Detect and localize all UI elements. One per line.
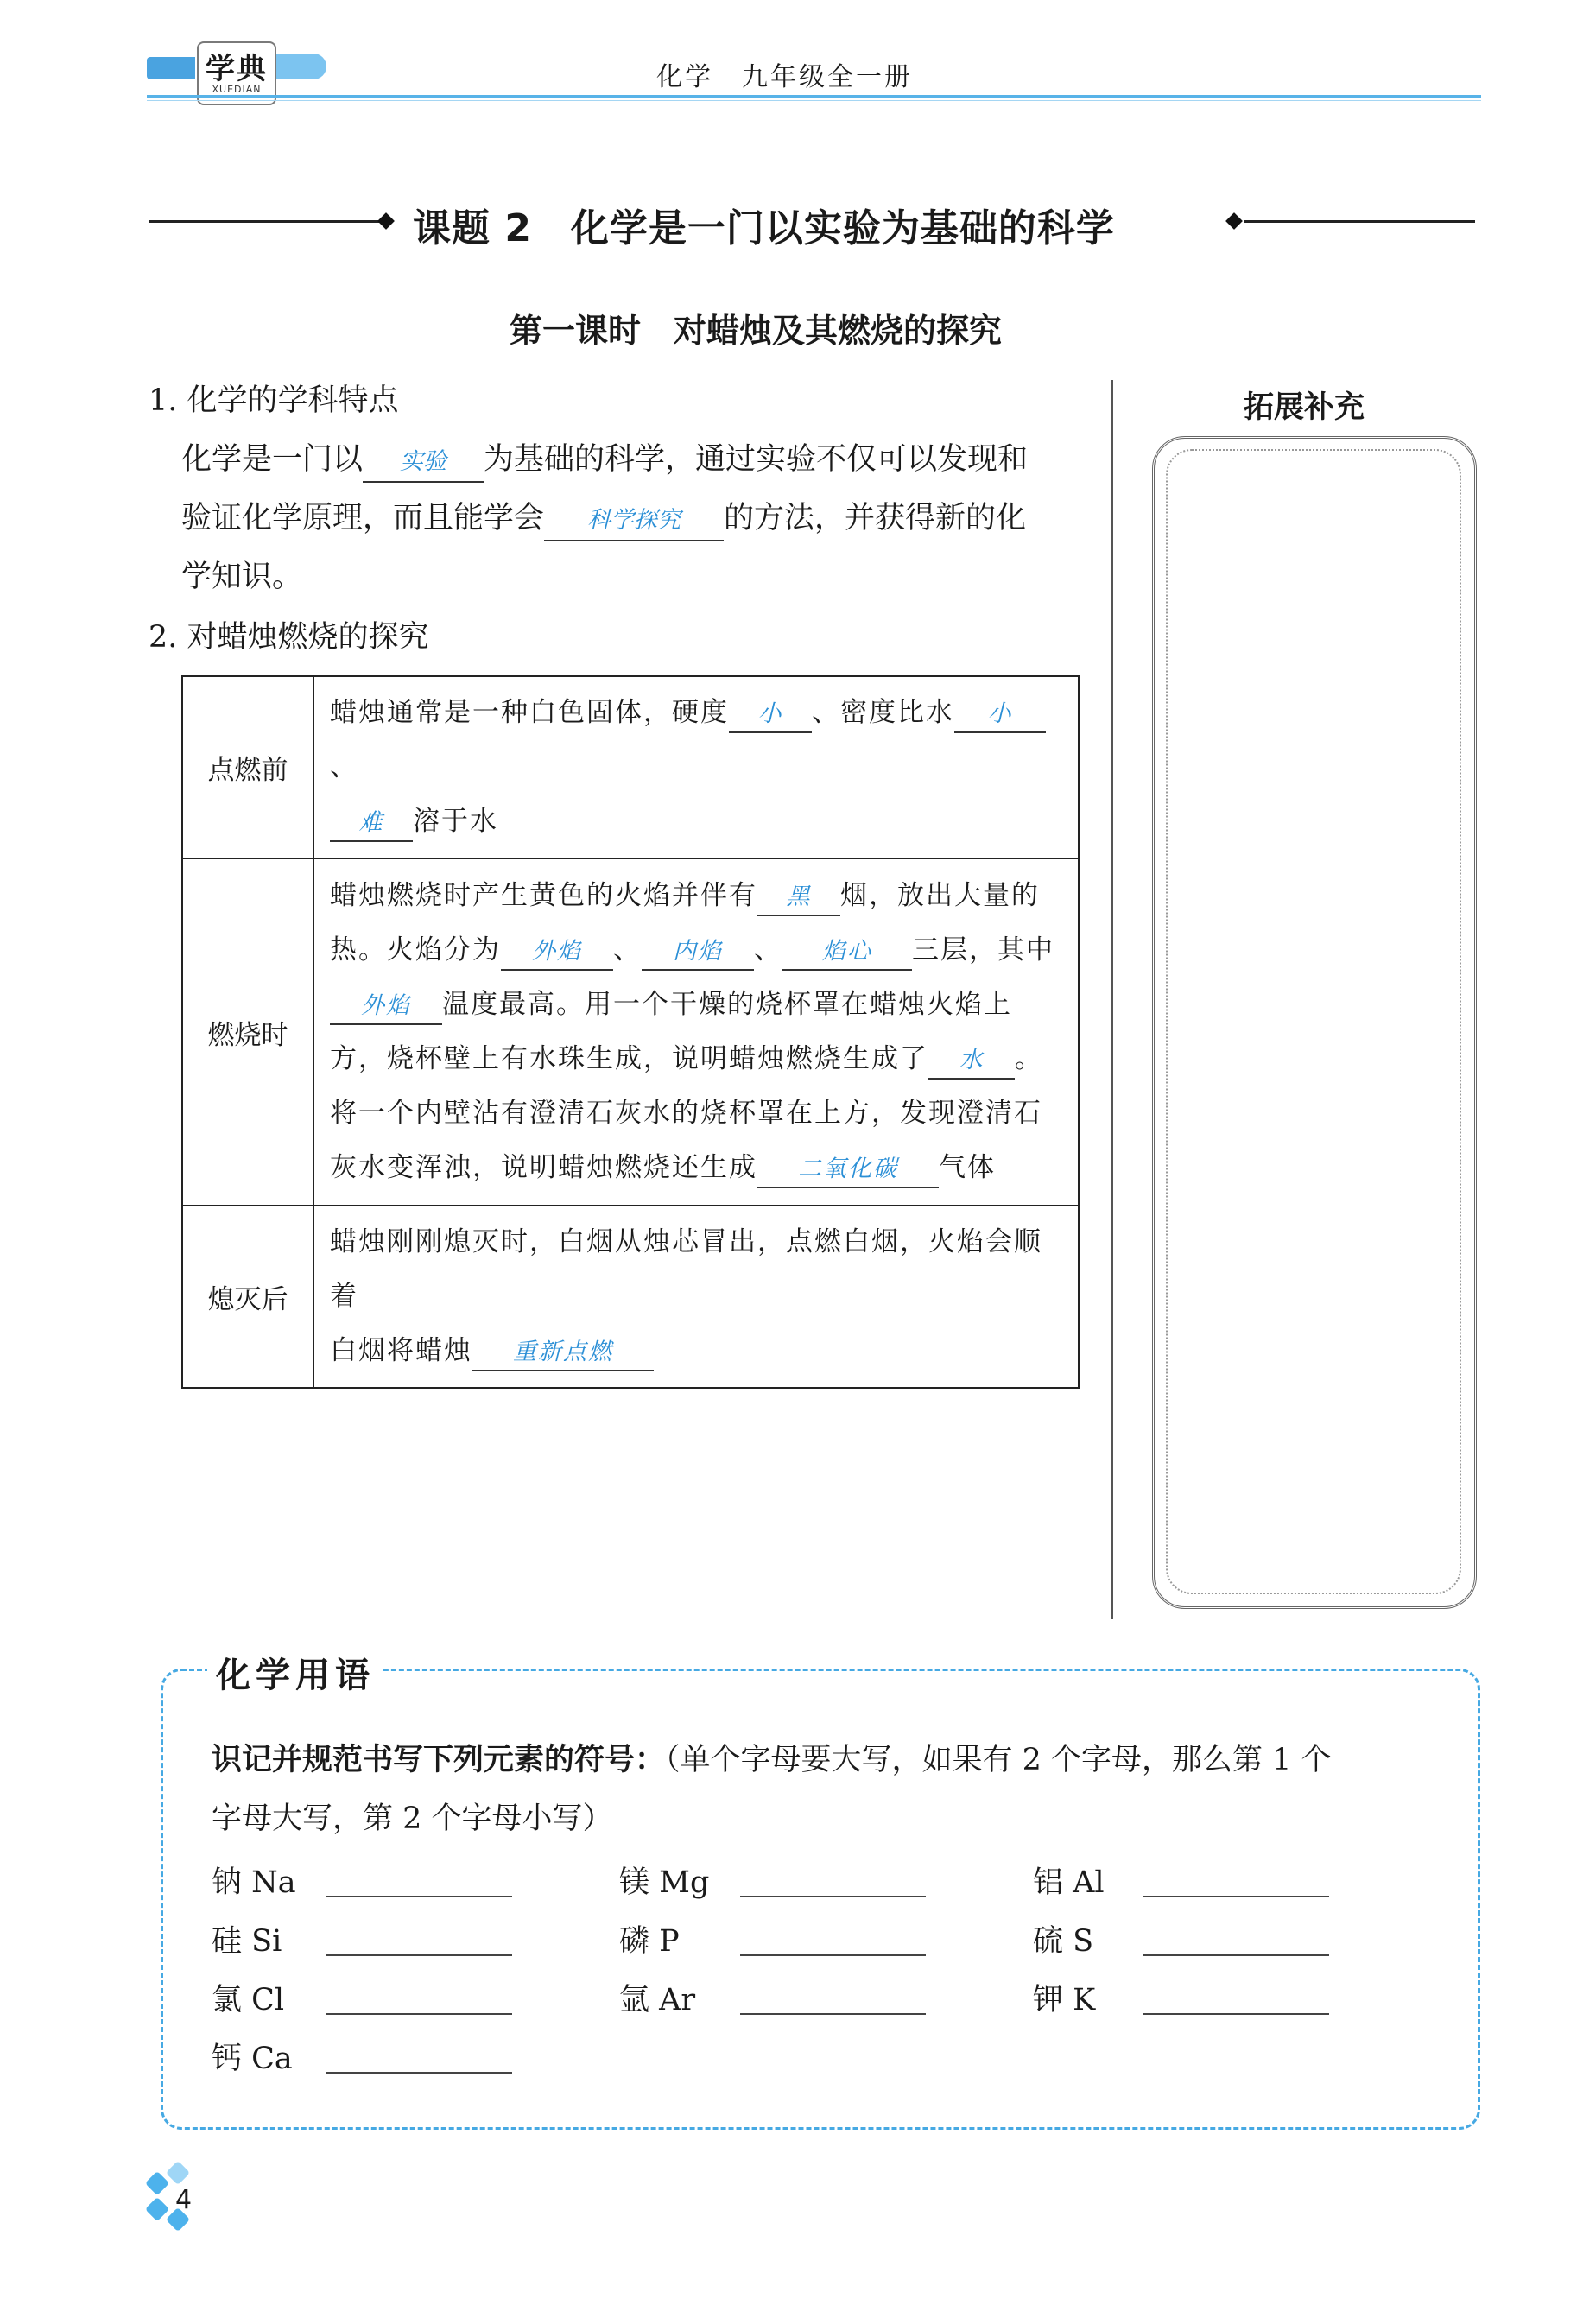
candle-experiment-table [181,675,1080,1389]
answer-blank [729,695,812,733]
element-label: 氩 Ar [619,1983,696,2017]
text: 、 [754,934,782,966]
answer-blank [954,695,1046,733]
row-content [314,676,1079,858]
element-label: 氯 Cl [212,1983,285,2017]
section2-heading: 2. 对蜡烛燃烧的探究 [149,620,429,655]
answer-text: 二氧化碳 [798,1156,898,1182]
element-label: 铝 Al [1033,1865,1105,1900]
row-label: 点燃前 [182,676,314,858]
text: 方，烧杯壁上有水珠生成，说明蜡烛燃烧生成了 [330,1043,928,1074]
element-answer-line[interactable] [1143,1896,1329,1897]
text: 白烟将蜡烛 [330,1335,472,1366]
answer-text: 外焰 [532,938,582,965]
section1-line2 [181,489,1026,548]
lesson-title: 课题 2 化学是一门以实验为基础的科学 [413,206,1115,250]
text: 三层，其中 [912,934,1054,966]
text: 热。火焰分为 [330,934,501,966]
title-diamond-right-icon [1226,212,1243,230]
text: 温度最高。用一个干燥的烧杯罩在蜡烛火焰上 [442,989,1012,1020]
answer-blank [757,878,840,916]
text: 蜡烛刚刚熄灭时，白烟从烛芯冒出，点燃白烟，火焰会顺着 [330,1226,1042,1312]
row-content [314,858,1079,1206]
text: 。 [1015,1043,1043,1074]
element-label: 钠 Na [212,1865,296,1900]
answer-blank [928,1042,1015,1080]
answer-blank [757,1150,939,1188]
page-number: 4 [175,2185,193,2215]
element-label: 硫 S [1033,1924,1094,1959]
text: 为基础的科学，通过实验不仅可以发现和 [484,442,1029,477]
element-label: 钾 K [1033,1983,1096,2017]
answer-text: 实验 [400,448,447,475]
element-label: 钙 Ca [212,2042,293,2076]
terminology-title: 化学用语 [207,1648,383,1697]
element-label: 镁 Mg [619,1865,710,1900]
text: 蜡烛通常是一种白色固体，硬度 [330,697,729,728]
answer-text: 水 [959,1047,985,1073]
instruction-bold: 识记并规范书写下列元素的符号： [212,1743,666,1777]
lesson-subtitle: 第一课时 对蜡烛及其燃烧的探究 [510,312,1003,350]
notes-area[interactable] [1166,449,1461,1594]
title-rule-left [149,220,380,223]
hexagon-decoration-icon [145,2171,169,2195]
title-rule-right [1244,220,1475,223]
terminology-instruction [212,1731,1332,1789]
sidebar-title: 拓展补充 [1244,390,1365,425]
logo-wing-right [275,54,326,79]
element-answer-line[interactable] [326,1896,512,1897]
answer-text: 黑 [786,883,812,910]
element-answer-line[interactable] [326,2072,512,2074]
text: 、密度比水 [812,697,954,728]
text: 将一个内壁沾有澄清石灰水的烧杯罩在上方，发现澄清石 [330,1098,1042,1129]
text: 的方法，并获得新的化 [724,501,1027,535]
text: 蜡烛燃烧时产生黄色的火焰并伴有 [330,880,757,911]
hexagon-decoration-icon [166,2161,190,2185]
element-answer-line[interactable] [1143,2013,1329,2015]
title-diamond-left-icon [377,212,395,230]
text: 、 [330,751,358,782]
row-label: 熄灭后 [182,1206,314,1388]
instruction-rest: （单个字母要大写，如果有 2 个字母，那么第 1 个 [665,1743,1332,1777]
element-label: 硅 Si [212,1924,282,1959]
terminology-instruction-line2: 字母大写，第 2 个字母小写） [212,1802,613,1836]
column-divider [1112,380,1113,1619]
logo-english: XUEDIAN [212,84,262,95]
answer-text: 内焰 [673,938,723,965]
answer-blank [642,933,754,971]
text: 气体 [939,1152,996,1183]
answer-text: 难 [358,809,384,836]
element-answer-line[interactable] [1143,1954,1329,1956]
answer-blank [330,987,442,1025]
answer-blank [544,499,724,541]
answer-blank [330,804,413,842]
table-row [182,1206,1079,1388]
text: 溶于水 [413,806,498,837]
table-row [182,676,1079,858]
element-answer-line[interactable] [740,2013,926,2015]
table-row [182,858,1079,1206]
text: 验证化学原理，而且能学会 [181,501,545,535]
text: 、 [613,934,642,966]
element-answer-line[interactable] [740,1896,926,1897]
element-answer-line[interactable] [326,2013,512,2015]
text: 化学是一门以 [181,442,364,477]
text: 烟，放出大量的 [840,880,1040,911]
answer-text: 焰心 [822,938,872,965]
answer-blank [363,440,484,483]
header-rule-thin [147,100,1481,101]
answer-blank [472,1333,654,1371]
section1-line3: 学知识。 [181,560,303,594]
header-rule [147,95,1481,98]
text: 灰水变浑浊，说明蜡烛燃烧还生成 [330,1152,757,1183]
answer-text: 小 [757,700,783,727]
element-answer-line[interactable] [326,1954,512,1956]
logo-wing-left [147,57,195,79]
section1-line1 [181,430,1028,489]
logo-chinese: 学典 [206,52,268,86]
book-title: 化学 九年级全一册 [656,62,913,92]
row-content [314,1206,1079,1388]
element-label: 磷 P [619,1924,680,1959]
answer-text: 外焰 [361,992,411,1019]
answer-text: 重新点燃 [513,1339,613,1365]
row-label: 燃烧时 [182,858,314,1206]
element-answer-line[interactable] [740,1954,926,1956]
section1-heading: 1. 化学的学科特点 [149,383,399,418]
hexagon-decoration-icon [145,2197,169,2221]
answer-text: 科学探究 [587,507,681,534]
publisher-logo [147,41,302,97]
answer-blank [501,933,613,971]
answer-blank [782,933,912,971]
answer-text: 小 [987,700,1013,727]
